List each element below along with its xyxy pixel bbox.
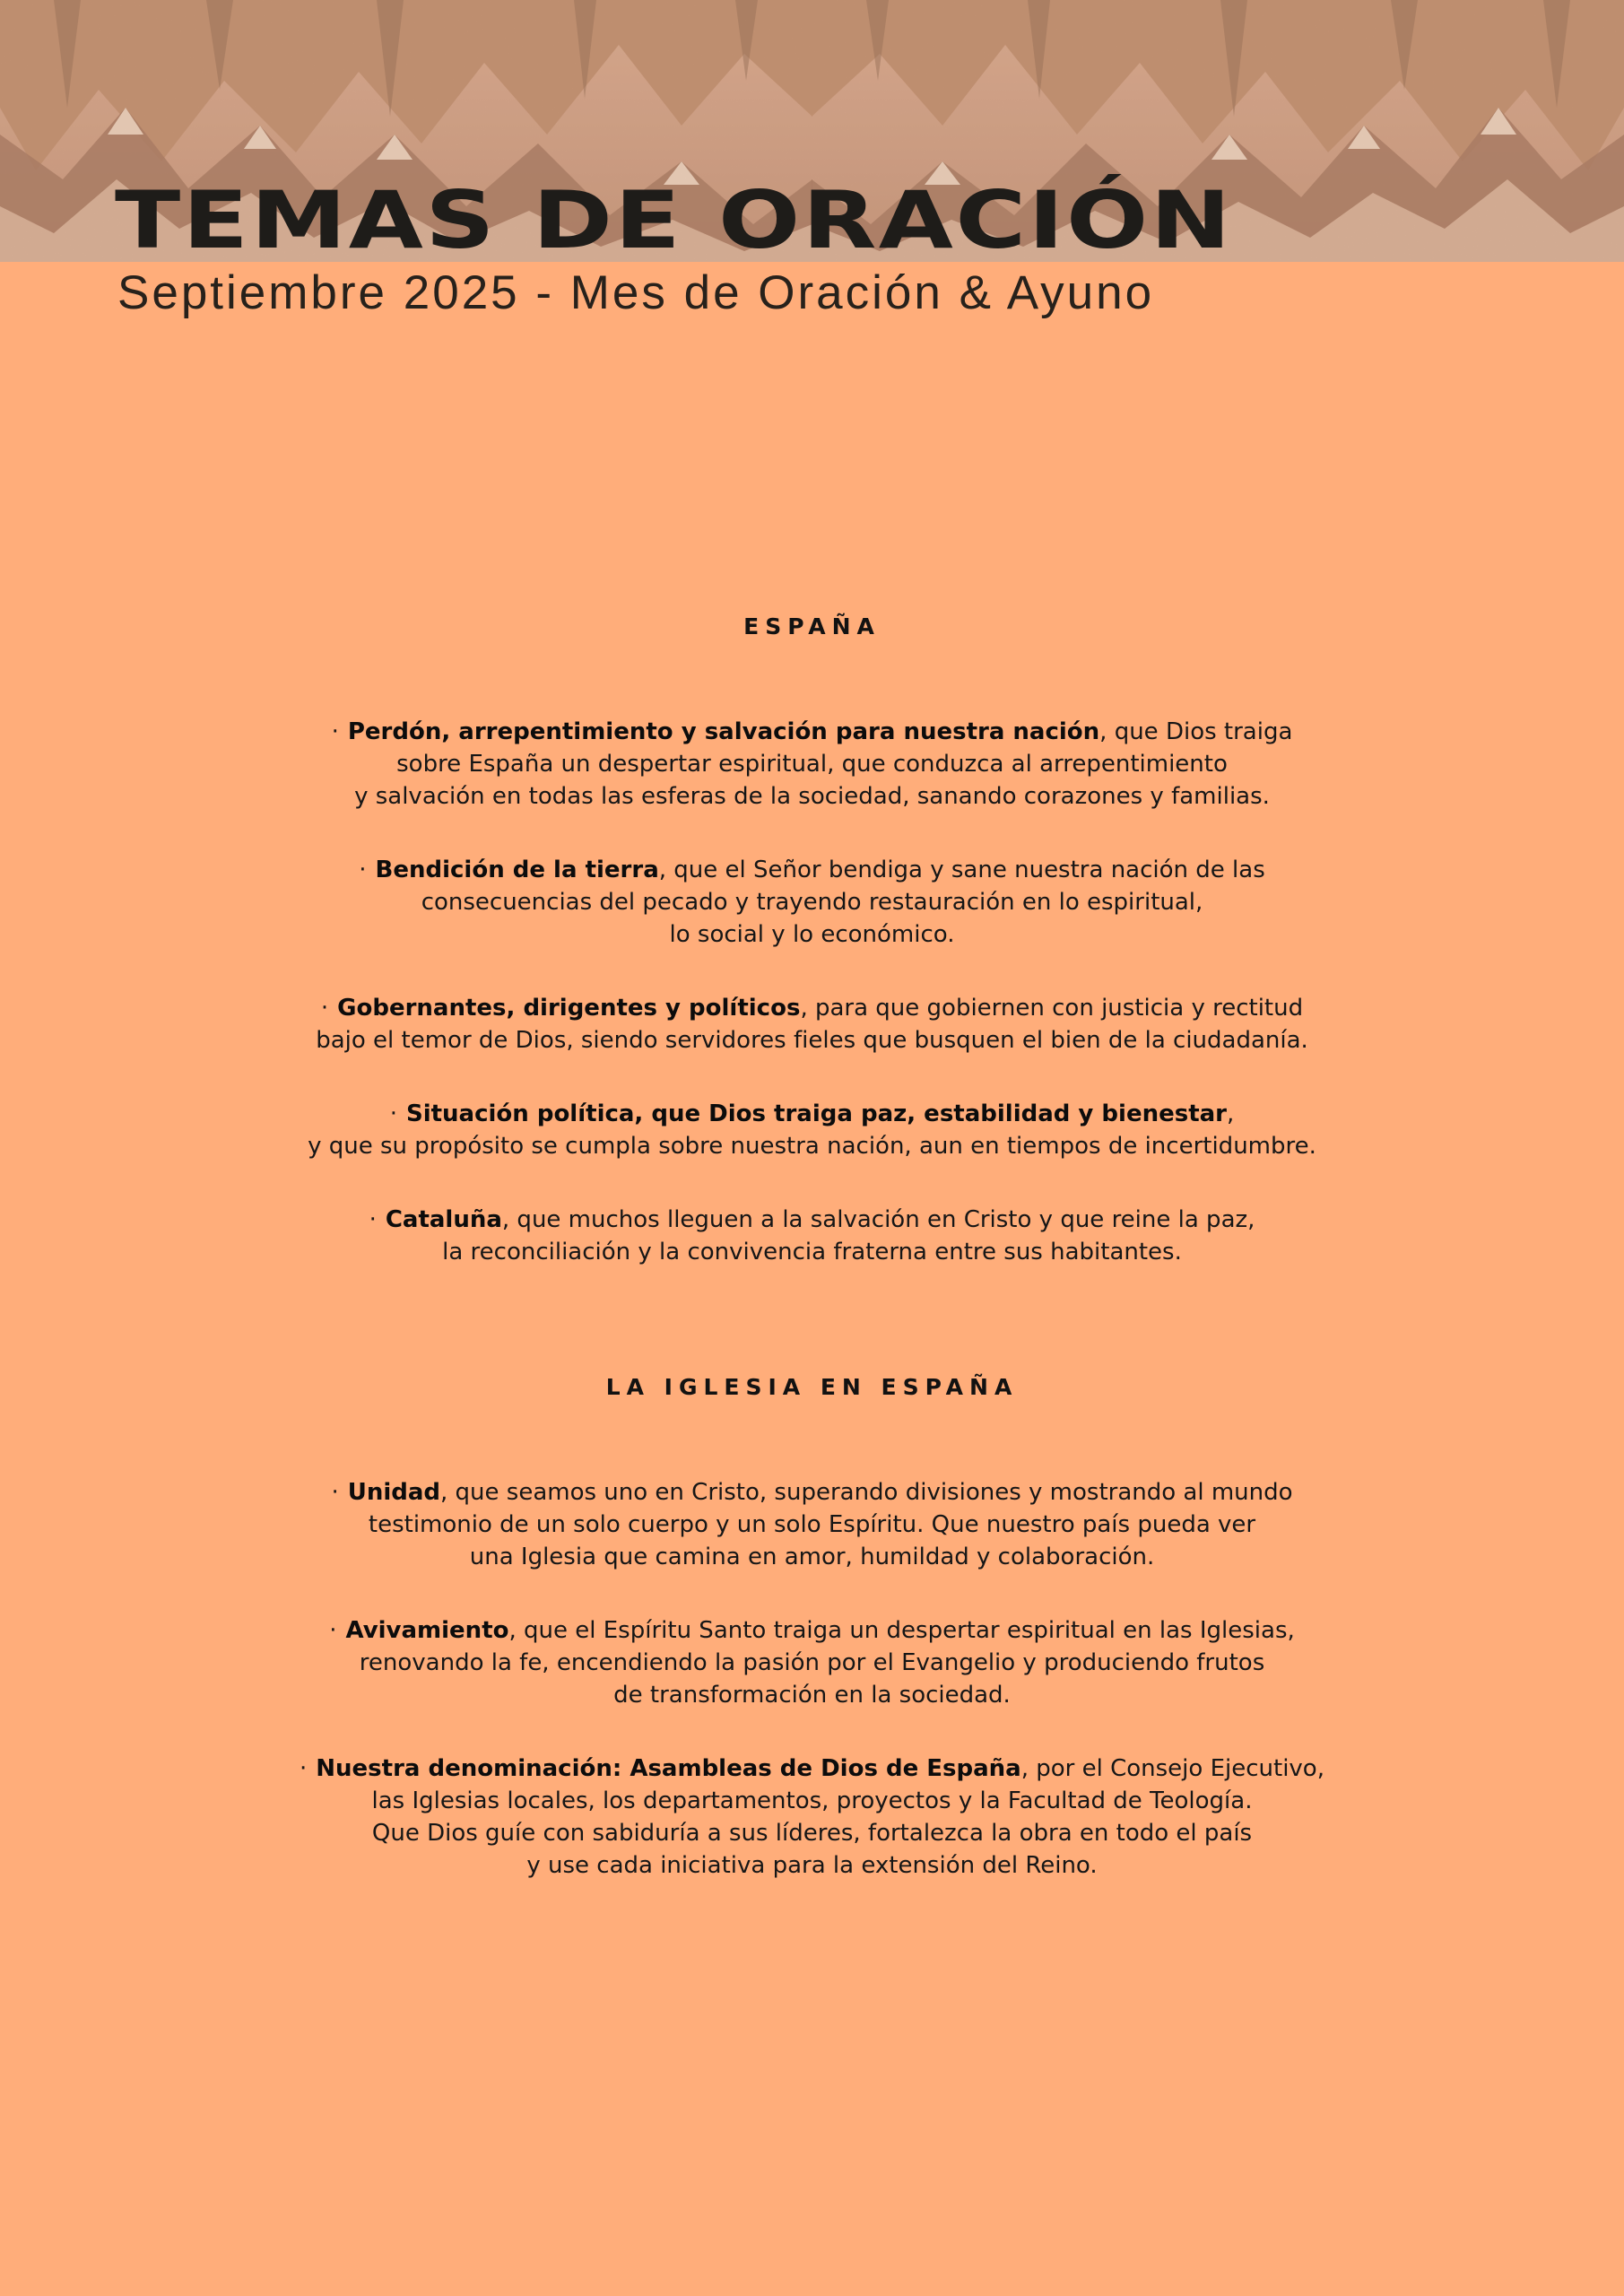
prayer-line: Que Dios guíe con sabiduría a sus líderes, fortalezca la obra en todo el país	[371, 1820, 1253, 1847]
prayer-item	[113, 1098, 1512, 1162]
prayer-line: testimonio de un solo cuerpo y un solo Espíritu. Que nuestro país pueda ver	[368, 1511, 1256, 1538]
prayer-line: y que su propósito se cumpla sobre nuestra nación, aun en tiempos de incertidumbre.	[308, 1133, 1316, 1160]
section-iglesia-en-espana	[0, 1374, 1624, 1882]
prayer-line: una Iglesia que camina en amor, humildad y colaboración.	[469, 1544, 1155, 1570]
prayer-line-text: , que Dios traiga	[1099, 718, 1293, 745]
bullet: ·	[300, 1755, 308, 1782]
prayer-line-text: , que muchos lleguen a la salvación en Cristo y que reine la paz,	[501, 1206, 1255, 1233]
prayer-item-lead: Cataluña	[385, 1206, 502, 1233]
prayer-line-text: , para que gobiernen con justicia y rectitud	[800, 995, 1304, 1022]
prayer-item-lead: Unidad	[347, 1479, 441, 1506]
prayer-line: de transformación en la sociedad.	[613, 1682, 1011, 1709]
bullet: ·	[331, 1479, 339, 1506]
prayer-line	[113, 1204, 1512, 1236]
prayer-line: renovando la fe, encendiendo la pasión por el Evangelio y produciendo frutos	[359, 1649, 1265, 1676]
section-espana	[0, 613, 1624, 1268]
prayer-item-lead: Perdón, arrepentimiento y salvación para nuestra nación	[347, 718, 1100, 745]
prayer-line	[113, 992, 1512, 1024]
prayer-item	[113, 1752, 1512, 1882]
prayer-line: las Iglesias locales, los departamentos, proyectos y la Facultad de Teología.	[371, 1787, 1253, 1814]
prayer-line-text: , que seamos uno en Cristo, superando divisiones y mostrando al mundo	[440, 1479, 1293, 1506]
prayer-line: la reconciliación y la convivencia fraterna entre sus habitantes.	[442, 1239, 1182, 1265]
bullet: ·	[331, 718, 339, 745]
bullet: ·	[369, 1206, 377, 1233]
prayer-line-text: , que el Señor bendiga y sane nuestra nación de las	[658, 857, 1265, 883]
prayer-line	[113, 716, 1512, 748]
prayer-line: sobre España un despertar espiritual, que conduzca al arrepentimiento	[396, 751, 1228, 778]
page-subtitle: Septiembre 2025 - Mes de Oración & Ayuno	[117, 266, 1155, 319]
prayer-item-lead: Situación política, que Dios traiga paz, estabilidad y bienestar	[405, 1100, 1228, 1127]
prayer-item-lead: Avivamiento	[345, 1617, 509, 1644]
bullet: ·	[329, 1617, 337, 1644]
prayer-line	[113, 1476, 1512, 1509]
prayer-item	[113, 992, 1512, 1057]
prayer-line: y use cada iniciativa para la extensión del Reino.	[526, 1852, 1098, 1879]
prayer-line	[113, 1614, 1512, 1647]
prayer-item-lead: Gobernantes, dirigentes y políticos	[337, 995, 801, 1022]
prayer-line	[113, 854, 1512, 886]
prayer-item-lead: Bendición de la tierra	[375, 857, 659, 883]
bullet: ·	[389, 1100, 397, 1127]
prayer-line	[113, 1752, 1512, 1785]
page-title: TEMAS DE ORACIÓN	[115, 174, 1233, 266]
section-heading-espana: ESPAÑA	[743, 613, 881, 639]
prayer-line: lo social y lo económico.	[669, 921, 955, 948]
bullet: ·	[320, 995, 329, 1022]
prayer-line	[113, 1098, 1512, 1130]
prayer-item-lead: Nuestra denominación: Asambleas de Dios de España	[316, 1755, 1021, 1782]
prayer-line-text: , que el Espíritu Santo traiga un despertar espiritual en las Iglesias,	[508, 1617, 1295, 1644]
prayer-item	[113, 716, 1512, 813]
bullet: ·	[359, 857, 367, 883]
prayer-line: bajo el temor de Dios, siendo servidores fieles que busquen el bien de la ciudadanía.	[316, 1027, 1308, 1054]
prayer-line-text: ,	[1227, 1100, 1235, 1127]
prayer-item	[113, 854, 1512, 951]
section-heading-iglesia: LA IGLESIA EN ESPAÑA	[605, 1374, 1019, 1400]
prayer-item	[113, 1204, 1512, 1268]
prayer-line: y salvación en todas las esferas de la sociedad, sanando corazones y familias.	[354, 783, 1270, 810]
prayer-line: consecuencias del pecado y trayendo restauración en lo espiritual,	[421, 889, 1203, 916]
prayer-item	[113, 1476, 1512, 1573]
prayer-line-text: , por el Consejo Ejecutivo,	[1020, 1755, 1324, 1782]
prayer-item	[113, 1614, 1512, 1711]
